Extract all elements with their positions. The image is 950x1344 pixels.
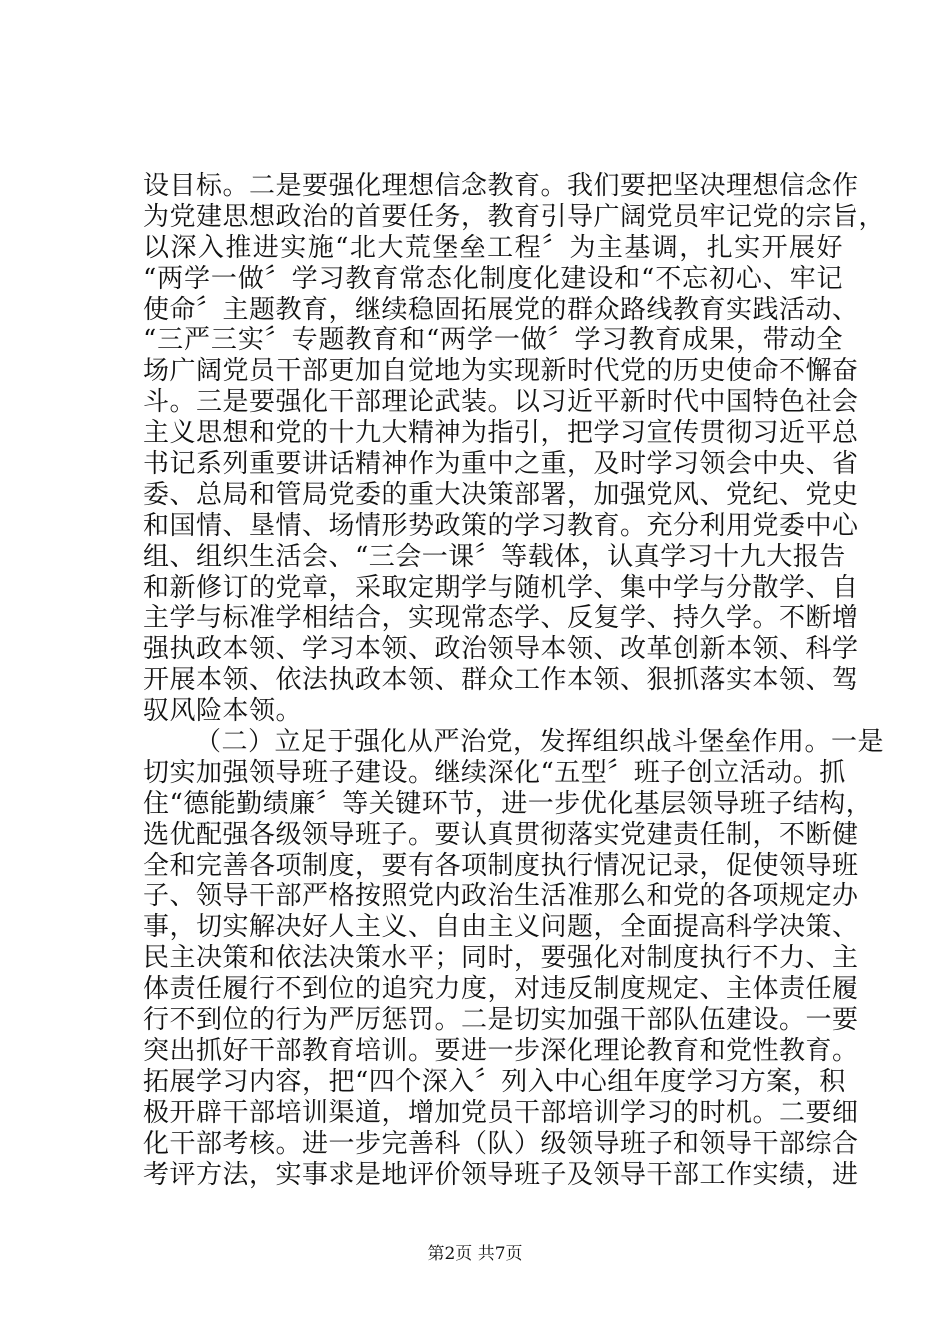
text-line: 使命〞主题教育，继续稳固拓展党的群众路线教育实践活动、 xyxy=(143,294,859,325)
text-line: “三严三实〞专题教育和“两学一做〞学习教育成果，带动全 xyxy=(143,325,843,356)
text-line: 和新修订的党章，采取定期学与随机学、集中学与分散学、自 xyxy=(143,572,859,603)
text-line: 设目标。二是要强化理想信念教育。我们要把坚决理想信念作 xyxy=(143,171,859,201)
text-line: 行不到位的行为严厉惩罚。二是切实加强干部队伍建设。一要 xyxy=(143,1005,859,1036)
text-line: 事，切实解决好人主义、自由主义问题，全面提高科学决策、 xyxy=(143,912,859,943)
text-line: 强执政本领、学习本领、政治领导本领、改革创新本领、科学 xyxy=(143,634,859,665)
text-line: 场广阔党员干部更加自觉地为实现新时代党的历史使命不懈奋 xyxy=(143,356,859,387)
text-line: （二）立足于强化从严治党，发挥组织战斗堡垒作用。一是 xyxy=(195,727,885,758)
text-line: 考评方法，实事求是地评价领导班子及领导干部工作实绩，进 xyxy=(143,1159,859,1190)
text-line: 驭风险本领。 xyxy=(143,696,303,727)
text-line: 委、总局和管局党委的重大决策部署，加强党风、党纪、党史 xyxy=(143,479,859,510)
text-line: 开展本领、依法执政本领、群众工作本领、狠抓落实本领、驾 xyxy=(143,665,859,696)
text-line: 突出抓好干部教育培训。要进一步深化理论教育和党性教育。 xyxy=(143,1035,859,1066)
text-line: 拓展学习内容，把“四个深入〞列入中心组年度学习方案，积 xyxy=(143,1066,846,1097)
paragraph-2 xyxy=(143,727,885,1190)
text-line: “两学一做〞学习教育常态化制度化建设和“不忘初心、牢记 xyxy=(143,263,843,294)
text-line: 主学与标准学相结合，实现常态学、反复学、持久学。不断增 xyxy=(143,603,859,634)
text-line: 全和完善各项制度，要有各项制度执行情况记录，促使领导班 xyxy=(143,850,859,881)
document-body xyxy=(143,171,886,1190)
paragraph-1 xyxy=(143,171,886,727)
text-line: 和国情、垦情、场情形势政策的学习教育。充分利用党委中心 xyxy=(143,510,859,541)
text-line: 选优配强各级领导班子。要认真贯彻落实党建责任制，不断健 xyxy=(143,819,859,850)
text-line: 为党建思想政治的首要任务，教育引导广阔党员牢记党的宗旨， xyxy=(143,201,886,232)
text-line: 斗。三是要强化干部理论武装。以习近平新时代中国特色社会 xyxy=(143,387,859,418)
text-line: 化干部考核。进一步完善科（队）级领导班子和领导干部综合 xyxy=(143,1128,859,1159)
text-line: 极开辟干部培训渠道，增加党员干部培训学习的时机。二要细 xyxy=(143,1097,859,1128)
text-line: 组、组织生活会、“三会一课〞等载体，认真学习十九大报告 xyxy=(143,541,846,572)
text-line: 以深入推进实施“北大荒堡垒工程〞为主基调，扎实开展好 xyxy=(143,232,843,263)
text-line: 切实加强领导班子建设。继续深化“五型〞班子创立活动。抓 xyxy=(143,757,846,788)
page-number: 第2页 共7页 xyxy=(427,1244,523,1264)
text-line: 体责任履行不到位的追究力度，对违反制度规定、主体责任履 xyxy=(143,974,859,1005)
text-line: 子、领导干部严格按照党内政治生活准那么和党的各项规定办 xyxy=(143,881,859,912)
page-footer xyxy=(0,1243,950,1265)
text-line: 住“德能勤绩廉〞等关键环节，进一步优化基层领导班子结构， xyxy=(143,788,873,819)
text-line: 主义思想和党的十九大精神为指引，把学习宣传贯彻习近平总 xyxy=(143,418,859,449)
text-line: 书记系列重要讲话精神作为重中之重，及时学习领会中央、省 xyxy=(143,449,859,480)
text-line: 民主决策和依法决策水平；同时，要强化对制度执行不力、主 xyxy=(143,943,859,974)
